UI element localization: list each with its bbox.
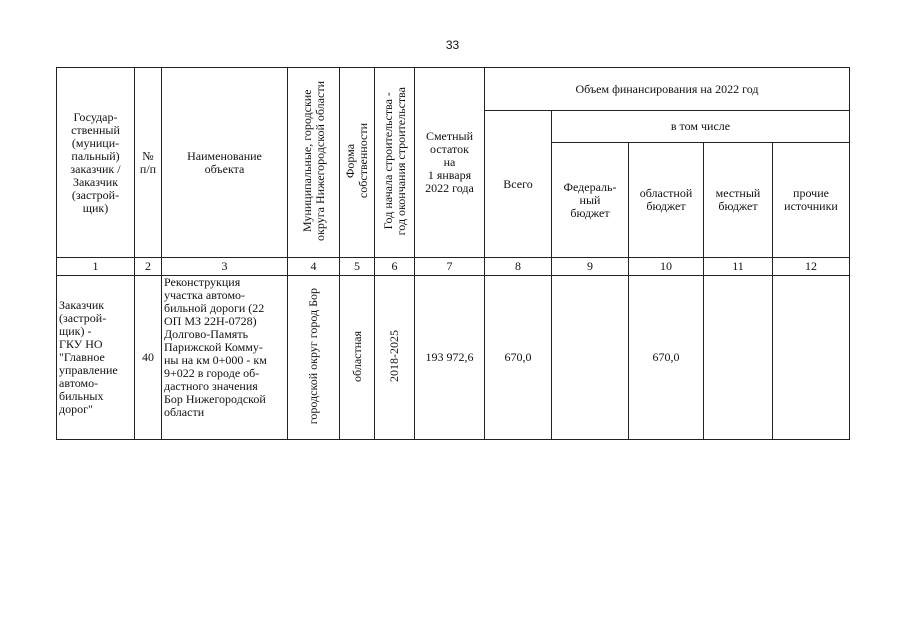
- column-number: 5: [340, 258, 375, 276]
- header-federal: Федераль- ный бюджет: [552, 143, 629, 258]
- header-municipality: Муниципальные, городские округа Нижегородской области: [299, 81, 327, 241]
- row-local: [704, 276, 773, 440]
- column-number: 11: [704, 258, 773, 276]
- header-object-name: Наименование объекта: [162, 68, 288, 258]
- column-number: 6: [375, 258, 415, 276]
- header-years-cell: [375, 68, 415, 258]
- column-number: 2: [135, 258, 162, 276]
- header-years: Год начала строительства - год окончания строительства: [380, 86, 408, 236]
- row-estimated-balance: 193 972,6: [415, 276, 485, 440]
- financing-table: [56, 67, 850, 440]
- row-object-name: Реконструкция участка автомо- бильной дороги (22 ОП МЗ 22Н-0728) Долгово-Память Парижской Комму- ны на км 0+000 - км 9+022 в городе об- дастного значения Бор Нижегородской области: [162, 276, 288, 440]
- header-estimated-balance: Сметный остаток на 1 января 2022 года: [415, 68, 485, 258]
- header-ownership: Форма собственности: [343, 123, 370, 199]
- row-number: 40: [135, 276, 162, 440]
- row-municipality-cell: [288, 276, 340, 440]
- row-other: [773, 276, 850, 440]
- header-local: местный бюджет: [704, 143, 773, 258]
- column-number: 10: [629, 258, 704, 276]
- row-ownership-cell: [340, 276, 375, 440]
- page-number: 33: [445, 38, 460, 52]
- header-including: в том числе: [552, 111, 850, 143]
- table-row: [57, 276, 850, 440]
- header-other: прочие источники: [773, 143, 850, 258]
- row-years: 2018-2025: [387, 330, 401, 382]
- header-total: Всего: [485, 111, 552, 258]
- header-regional: областной бюджет: [629, 143, 704, 258]
- header-row-number: № п/п: [135, 68, 162, 258]
- column-number: 4: [288, 258, 340, 276]
- row-customer: Заказчик (застрой- щик) - ГКУ НО "Главное управление автомо- бильных дорог": [57, 276, 135, 440]
- header-funding-group: Объем финансирования на 2022 год: [485, 68, 850, 111]
- column-number: 3: [162, 258, 288, 276]
- column-number: 8: [485, 258, 552, 276]
- row-municipality: городской округ город Бор: [306, 287, 320, 425]
- header-ownership-cell: [340, 68, 375, 258]
- column-number: 9: [552, 258, 629, 276]
- row-years-cell: [375, 276, 415, 440]
- column-number-row: [57, 258, 850, 276]
- row-ownership: областная: [349, 330, 364, 382]
- column-number: 1: [57, 258, 135, 276]
- header-municipality-cell: [288, 68, 340, 258]
- header-customer: Государ- ственный (муници- пальный) заказчик / Заказчик (застрой- щик): [57, 68, 135, 258]
- column-number: 12: [773, 258, 850, 276]
- column-number: 7: [415, 258, 485, 276]
- row-total: 670,0: [485, 276, 552, 440]
- row-federal: [552, 276, 629, 440]
- row-regional: 670,0: [629, 276, 704, 440]
